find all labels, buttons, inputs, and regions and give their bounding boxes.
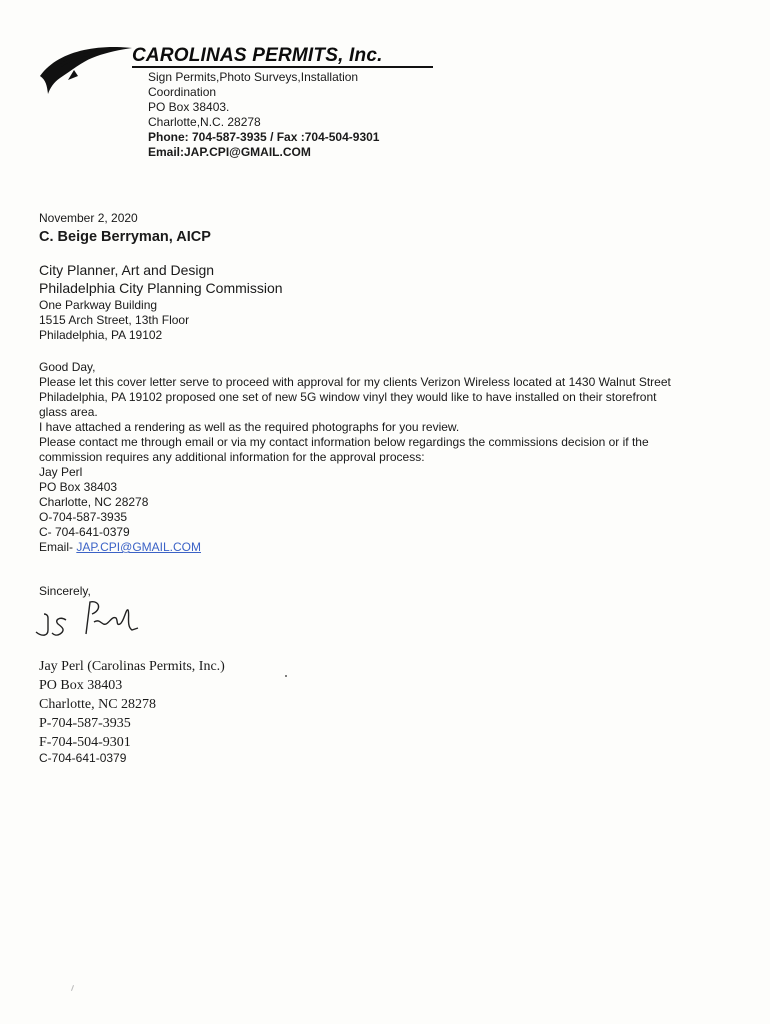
contact-line: PO Box 38403	[39, 480, 118, 494]
recipient-title: City Planner, Art and Design	[39, 262, 215, 278]
recipient-name: C. Beige Berryman, AICP	[39, 229, 211, 245]
signoff-line: P-704-587-3935	[39, 716, 131, 731]
recipient-address-line: 1515 Arch Street, 13th Floor	[39, 313, 190, 327]
scan-speck	[71, 985, 74, 991]
body-line: Philadelphia, PA 19102 proposed one set of new 5G window vinyl they would like to have installed on their storefront	[39, 390, 657, 404]
body-line: glass area.	[39, 405, 98, 419]
signoff-cell: C-704-641-0379	[39, 751, 127, 765]
recipient-organization: Philadelphia City Planning Commission	[39, 280, 283, 296]
contact-email-label: Email-	[39, 540, 77, 554]
body-line: I have attached a rendering as well as the required photographs for you review.	[39, 420, 460, 434]
contact-line: Jay Perl	[39, 465, 83, 479]
letterhead-line: Coordination	[148, 85, 217, 99]
signoff-line: PO Box 38403	[39, 678, 123, 693]
company-name-underline	[132, 66, 433, 68]
signoff-line: Charlotte, NC 28278	[39, 697, 157, 712]
signoff-line: F-704-504-9301	[39, 735, 131, 750]
letterhead-line: Charlotte,N.C. 28278	[148, 115, 261, 129]
handwritten-signature	[30, 596, 140, 642]
closing: Sincerely,	[39, 584, 91, 598]
contact-line: C- 704-641-0379	[39, 525, 130, 539]
recipient-address-line: Philadelphia, PA 19102	[39, 328, 163, 342]
letterhead-line: PO Box 38403.	[148, 100, 230, 114]
scan-speck	[285, 675, 287, 677]
company-logo-icon	[38, 40, 134, 96]
signoff-line: Jay Perl (Carolinas Permits, Inc.)	[39, 659, 225, 674]
body-line: commission requires any additional information for the approval process:	[39, 450, 425, 464]
body-line: Please contact me through email or via my contact information below regardings the commissions decision or if the	[39, 435, 649, 449]
letterhead-phone-fax: Phone: 704-587-3935 / Fax :704-504-9301	[148, 130, 380, 144]
body-line: Please let this cover letter serve to proceed with approval for my clients Verizon Wireless located at 1430 Walnut Street	[39, 375, 671, 389]
company-name: CAROLINAS PERMITS, Inc.	[132, 45, 383, 66]
contact-email-row	[39, 540, 201, 555]
recipient-address-line: One Parkway Building	[39, 298, 158, 312]
contact-email-link[interactable]: JAP.CPI@GMAIL.COM	[76, 540, 201, 554]
contact-line: O-704-587-3935	[39, 510, 128, 524]
letter-date: November 2, 2020	[39, 211, 138, 225]
greeting: Good Day,	[39, 360, 96, 374]
letterhead-email: Email:JAP.CPI@GMAIL.COM	[148, 145, 311, 159]
contact-line: Charlotte, NC 28278	[39, 495, 149, 509]
letterhead-line: Sign Permits,Photo Surveys,Installation	[148, 70, 359, 84]
